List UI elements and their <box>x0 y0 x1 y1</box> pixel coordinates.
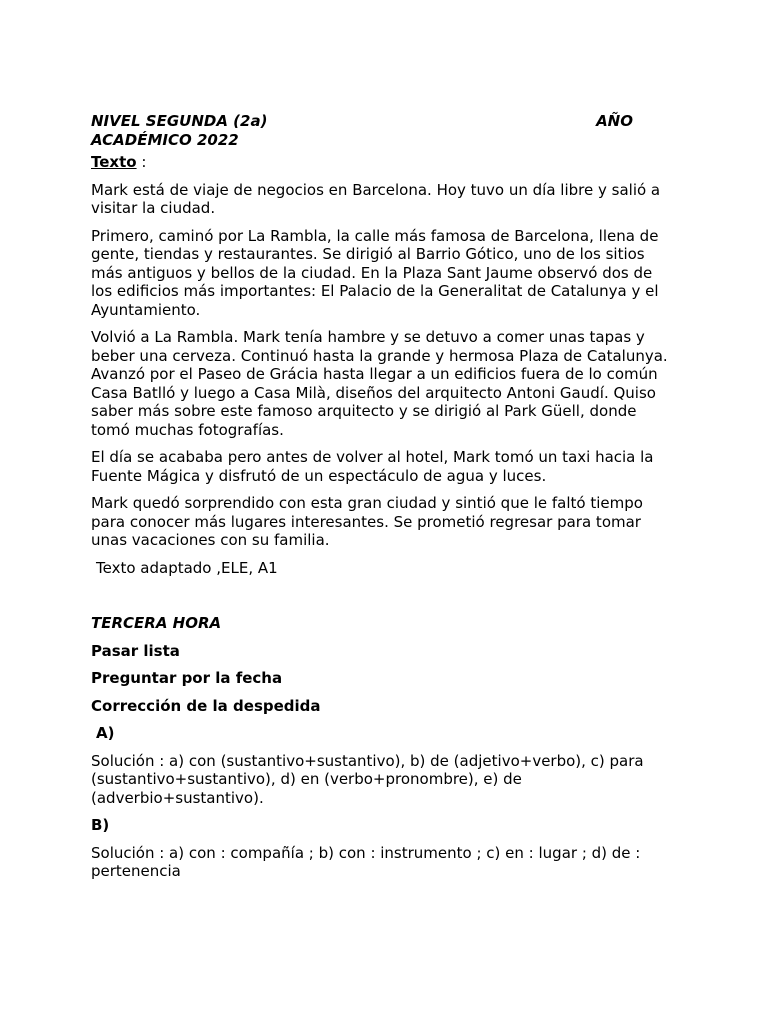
part-b-label: B) <box>91 816 110 834</box>
spacer <box>91 586 676 614</box>
texto-colon: : <box>136 153 147 171</box>
header-academic-year: ACADÉMICO 2022 <box>91 130 239 149</box>
paragraph-1: Mark está de viaje de negocios en Barcelona. Hoy tuvo un día libre y salió a visitar la ciudad. <box>91 180 661 217</box>
paragraph-2: Primero, caminó por La Rambla, la calle más famosa de Barcelona, llena de gente, tiendas y restaurantes. Se dirigió al Barrio Gótico, uno de los sitios más antiguos y bellos de la ciudad. En la Plaza Sant Jaume observó dos de los edificios más importantes: El Palacio de la Generalitat de Catalunya y el Ayuntamiento. <box>91 226 659 319</box>
header-level: NIVEL SEGUNDA (2a) <box>91 112 268 130</box>
part-a-label: A) <box>96 724 115 742</box>
document-page <box>91 112 676 890</box>
part-b-solution: Solución : a) con : compañía ; b) con : instrumento ; c) en : lugar ; d) de : pertenencia <box>91 843 641 880</box>
section-item-correccion: Corrección de la despedida <box>91 696 321 715</box>
paragraph-4: El día se acababa pero antes de volver al hotel, Mark tomó un taxi hacia la Fuente Mágica y disfrutó de un espectáculo de agua y luces. <box>91 448 654 485</box>
source-note: Texto adaptado ,ELE, A1 <box>96 558 278 577</box>
paragraph-5: Mark quedó sorprendido con esta gran ciudad y sintió que le faltó tiempo para conocer más lugares interesantes. Se prometió regresar para tomar unas vacaciones con su familia. <box>91 494 643 549</box>
paragraph-3: Volvió a La Rambla. Mark tenía hambre y se detuvo a comer unas tapas y beber una cerveza. Continuó hasta la grande y hermosa Plaza de Catalunya. Avanzó por el Paseo de Grácia hasta llegar a un edificios fuera de lo común Casa Batlló y luego a Casa Milà, diseños del arquitecto Antoni Gaudí. Quiso saber más sobre este famoso arquitecto y se dirigió al Park Güell, donde tomó muchas fotografías. <box>91 328 668 439</box>
texto-heading <box>91 153 676 172</box>
texto-label: Texto <box>91 153 137 171</box>
section-item-fecha: Preguntar por la fecha <box>91 669 283 687</box>
section-item-pasar-lista: Pasar lista <box>91 641 180 660</box>
header-year-label: AÑO <box>596 112 633 130</box>
part-a-solution: Solución : a) con (sustantivo+sustantivo), b) de (adjetivo+verbo), c) para (sustantivo+sustantivo), d) en (verbo+pronombre), e) de (adverbio+sustantivo). <box>91 751 644 807</box>
section-title: TERCERA HORA <box>91 614 222 632</box>
document-header <box>91 112 676 149</box>
